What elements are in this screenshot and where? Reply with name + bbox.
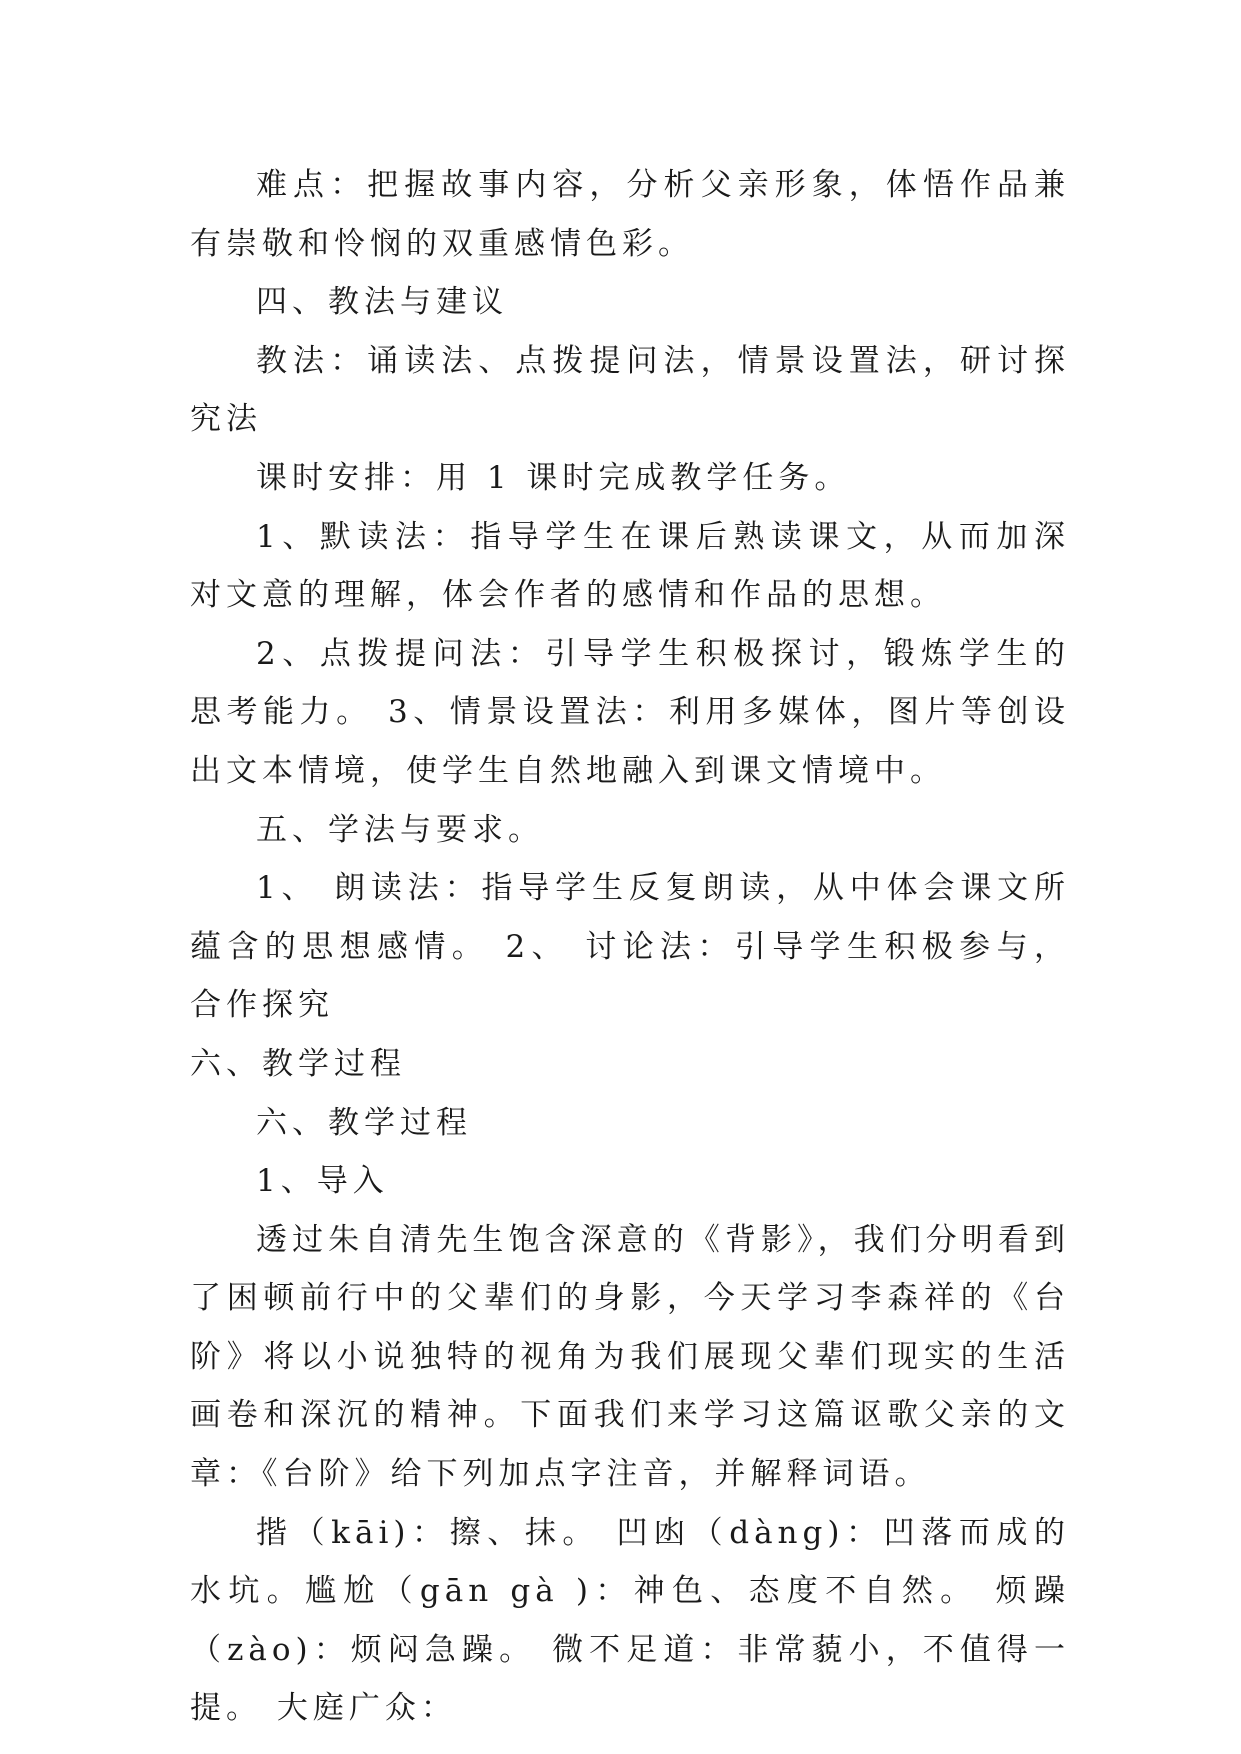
subheading-introduction: 1、导入 xyxy=(256,1163,389,1200)
document-body xyxy=(190,156,1070,1738)
paragraph-introduction: 透过朱自清先生饱含深意的《背影》，我们分明看到了困顿前行中的父辈们的身影，今天学习李森祥的《台阶》将以小说独特的视角为我们展现父辈们现实的生活画卷和深沉的精神。下面我们来学习这篇讴歌父亲的文章：《台阶》给下列加点字注音，并解释词语。 xyxy=(190,1221,1070,1493)
paragraph-reading-aloud: 1、 朗读法：指导学生反复朗读，从中体会课文所蕴含的思想感情。 2、 讨论法：引导学生积极参与，合作探究 xyxy=(190,870,1070,1024)
section-heading-teaching-methods: 四、教法与建议 xyxy=(256,284,508,321)
paragraph-silent-reading: 1、默读法：指导学生在课后熟读课文，从而加深对文意的理解，体会作者的感情和作品的思想。 xyxy=(190,518,1070,614)
paragraph-methods: 教法：诵读法、点拨提问法，情景设置法，研讨探究法 xyxy=(190,342,1070,438)
paragraph-schedule: 课时安排：用 1 课时完成教学任务。 xyxy=(256,459,851,496)
paragraph-difficulty: 难点：把握故事内容，分析父亲形象，体悟作品兼有崇敬和怜悯的双重感情色彩。 xyxy=(190,167,1070,262)
section-heading-learning-methods: 五、学法与要求。 xyxy=(256,811,544,848)
paragraph-questioning: 2、点拨提问法：引导学生积极探讨，锻炼学生的思考能力。 3、情景设置法：利用多媒体，图片等创设出文本情境，使学生自然地融入到课文情境中。 xyxy=(190,635,1070,789)
paragraph-vocabulary: 揩（kāi)：擦、抹。 凹凼（dàng)：凹落而成的水坑。尴尬（gān gà )：神色、态度不自然。 烦躁（zào)：烦闷急躁。 微不足道：非常藐小，不值得一提。 大庭广众： xyxy=(190,1514,1070,1727)
section-heading-process-unindented: 六、教学过程 xyxy=(190,1045,406,1082)
section-heading-process: 六、教学过程 xyxy=(256,1104,472,1141)
